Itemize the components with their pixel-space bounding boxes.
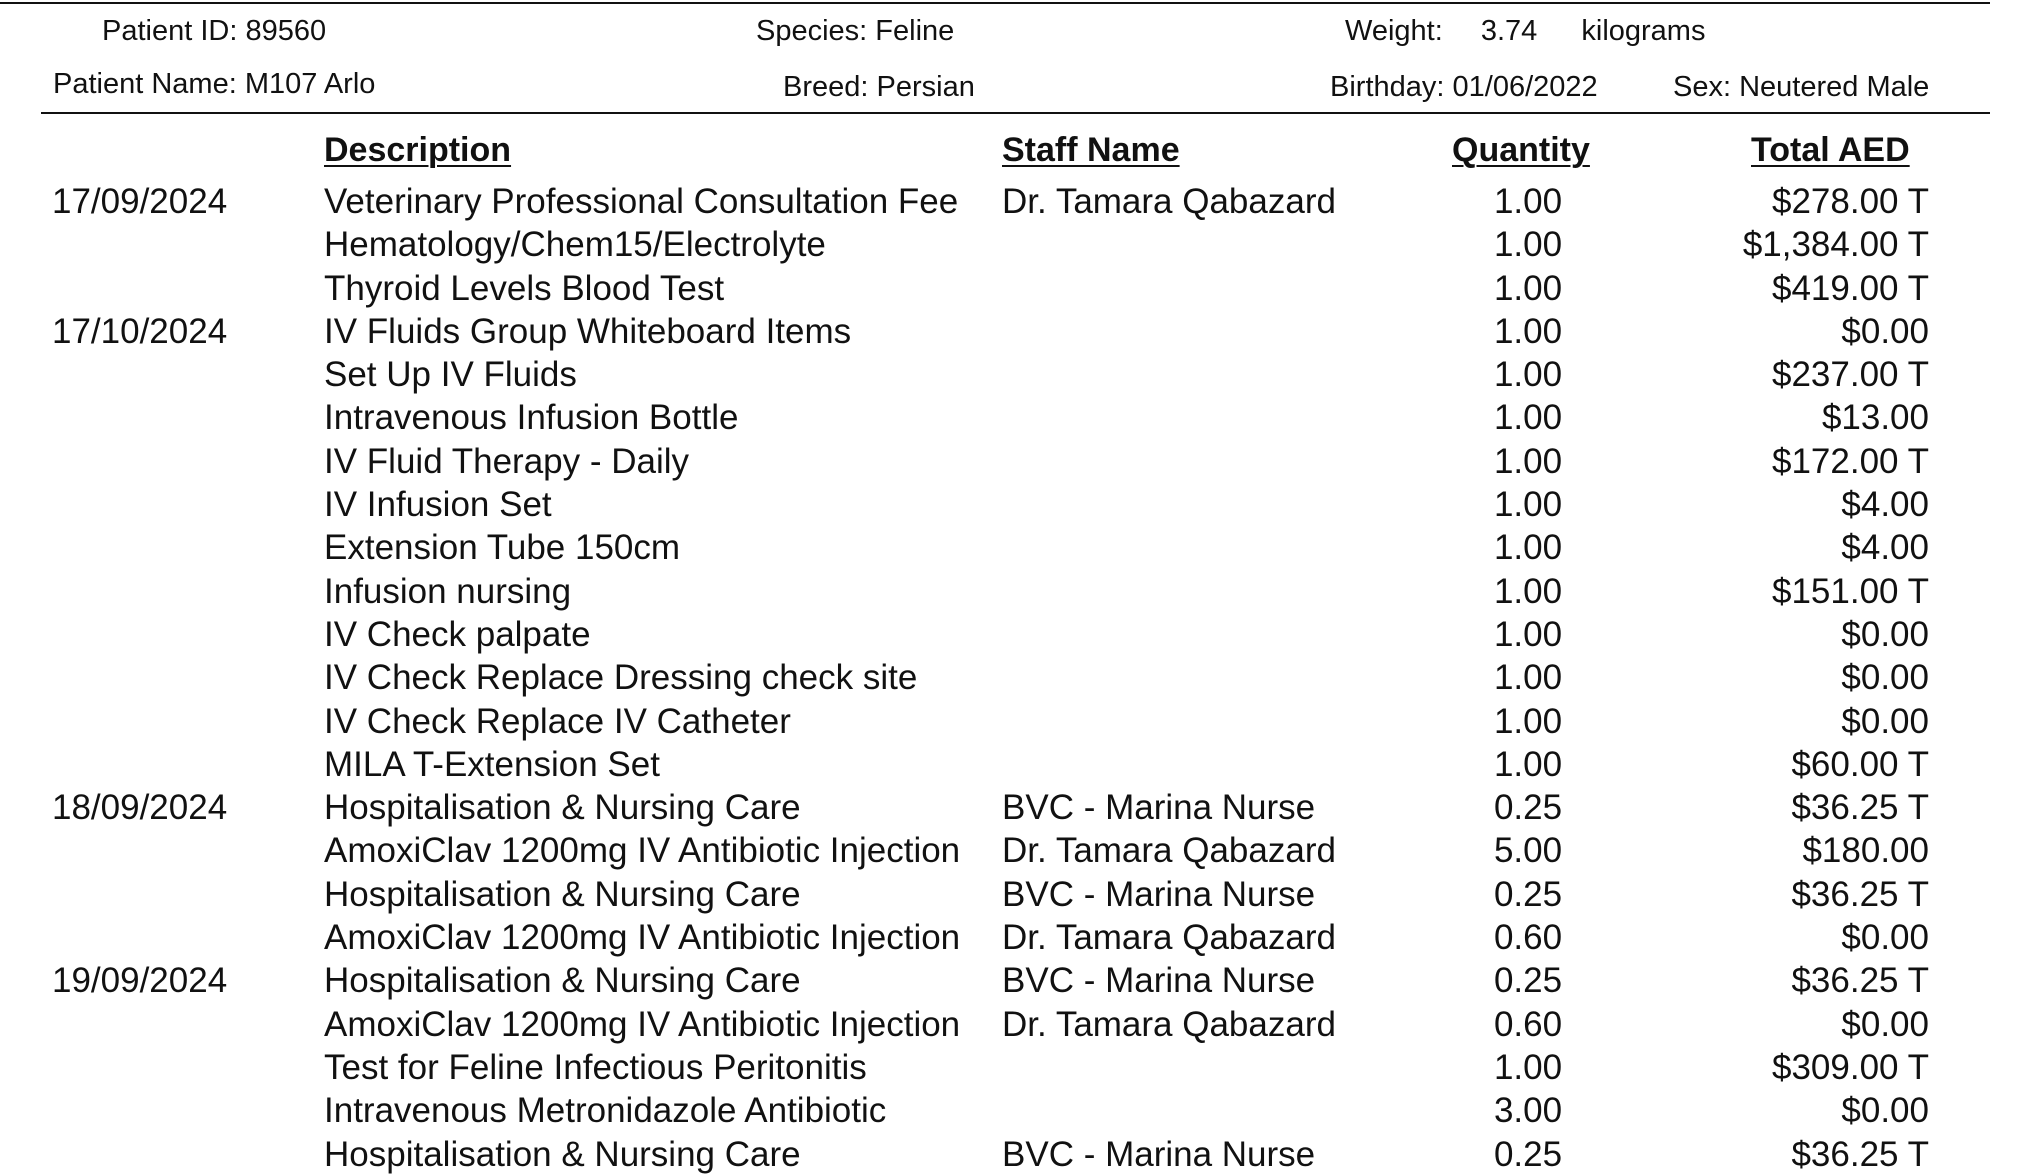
row-total: $172.00 T (1772, 441, 1929, 481)
patient-id (102, 14, 326, 48)
row-date: 17/09/2024 (52, 182, 228, 221)
row-total: $151.00 T (1772, 571, 1929, 611)
row-quantity: 1.00 (1493, 701, 1563, 741)
table-row (0, 570, 2024, 613)
row-description: Hospitalisation & Nursing Care (324, 874, 801, 914)
table-row (0, 873, 2024, 916)
row-total: $13.00 (1821, 398, 1929, 438)
row-total: $419.00 T (1772, 268, 1929, 308)
row-total: $4.00 (1841, 528, 1929, 568)
row-staff-name: BVC - Marina Nurse (1002, 1134, 1316, 1174)
table-row (0, 700, 2024, 743)
breed-value: Persian (876, 71, 975, 103)
row-date: 19/09/2024 (52, 961, 228, 1001)
table-row (0, 959, 2024, 1002)
patient-name (53, 67, 375, 101)
table-row (0, 180, 2024, 223)
species-value: Feline (875, 15, 955, 47)
row-quantity: 1.00 (1493, 311, 1563, 351)
row-quantity: 0.25 (1493, 874, 1563, 914)
table-row (0, 310, 2024, 353)
row-quantity: 1.00 (1493, 658, 1563, 698)
table-row (0, 613, 2024, 656)
table-row (0, 1133, 2024, 1176)
row-description: Set Up IV Fluids (324, 355, 577, 395)
row-total: $36.25 T (1791, 961, 1929, 1001)
table-row (0, 440, 2024, 483)
table-row (0, 526, 2024, 569)
row-total: $36.25 T (1791, 788, 1929, 828)
table-row (0, 1003, 2024, 1046)
weight-label: Weight: (1345, 15, 1443, 47)
row-description: Veterinary Professional Consultation Fee (324, 182, 959, 221)
row-total: $0.00 (1841, 614, 1929, 654)
row-quantity: 1.00 (1493, 182, 1563, 221)
table-row (0, 786, 2024, 829)
row-total: $4.00 (1841, 485, 1929, 525)
row-total: $0.00 (1841, 658, 1929, 698)
line-items (0, 180, 2024, 1176)
table-row (0, 916, 2024, 959)
weight-unit: kilograms (1581, 15, 1706, 47)
row-total: $237.00 T (1772, 355, 1929, 395)
birthday-value: 01/06/2022 (1452, 71, 1598, 103)
column-header-quantity: Quantity (1452, 131, 1590, 169)
row-description: IV Check Replace Dressing check site (324, 658, 918, 698)
row-description: Hospitalisation & Nursing Care (324, 788, 801, 828)
patient-species (756, 14, 954, 48)
row-staff-name: Dr. Tamara Qabazard (1002, 831, 1336, 871)
patient-name-value: M107 Arlo (244, 68, 376, 100)
row-quantity: 1.00 (1493, 225, 1563, 265)
row-quantity: 1.00 (1493, 571, 1563, 611)
patient-weight (1345, 14, 1705, 48)
row-description: Extension Tube 150cm (324, 528, 681, 568)
row-staff-name: Dr. Tamara Qabazard (1002, 1004, 1336, 1044)
row-description: Intravenous Infusion Bottle (324, 398, 739, 438)
row-total: $0.00 (1841, 1091, 1929, 1131)
row-description: Thyroid Levels Blood Test (324, 268, 725, 308)
row-quantity: 1.00 (1493, 268, 1563, 308)
weight-value: 3.74 (1480, 15, 1538, 47)
top-divider (0, 2, 1990, 4)
patient-id-label: Patient ID: (102, 15, 238, 47)
row-quantity: 1.00 (1493, 355, 1563, 395)
row-quantity: 0.60 (1493, 1004, 1563, 1044)
row-total: $36.25 T (1791, 874, 1929, 914)
column-header-description: Description (324, 131, 512, 169)
row-quantity: 3.00 (1493, 1091, 1563, 1131)
row-staff-name: Dr. Tamara Qabazard (1002, 918, 1336, 958)
row-date: 18/09/2024 (52, 788, 228, 828)
row-total: $1,384.00 T (1742, 225, 1929, 265)
table-row (0, 1046, 2024, 1089)
table-row (0, 1089, 2024, 1132)
row-description: Hospitalisation & Nursing Care (324, 961, 801, 1001)
row-total: $0.00 (1841, 1004, 1929, 1044)
patient-breed (783, 70, 975, 104)
row-quantity: 1.00 (1493, 1047, 1563, 1087)
column-header-total: Total AED (1751, 131, 1910, 169)
row-date: 17/10/2024 (52, 311, 228, 351)
row-description: IV Check Replace IV Catheter (324, 701, 791, 741)
row-description: Test for Feline Infectious Peritonitis (324, 1047, 867, 1087)
row-total: $309.00 T (1772, 1047, 1929, 1087)
sex-value: Neutered Male (1739, 71, 1930, 103)
row-description: Hematology/Chem15/Electrolyte (324, 225, 826, 265)
row-quantity: 1.00 (1493, 528, 1563, 568)
row-description: IV Fluid Therapy - Daily (324, 441, 690, 481)
row-quantity: 0.25 (1493, 1134, 1563, 1174)
patient-name-label: Patient Name: (53, 68, 237, 100)
row-staff-name: Dr. Tamara Qabazard (1002, 182, 1336, 221)
table-row (0, 267, 2024, 310)
row-total: $180.00 (1802, 831, 1929, 871)
species-label: Species: (756, 15, 868, 47)
birthday-label: Birthday: (1330, 71, 1445, 103)
table-row (0, 483, 2024, 526)
table-row (0, 743, 2024, 786)
column-header-staff: Staff Name (1002, 131, 1180, 169)
row-total: $36.25 T (1791, 1134, 1929, 1174)
row-description: IV Infusion Set (324, 485, 552, 525)
row-quantity: 1.00 (1493, 744, 1563, 784)
row-total: $0.00 (1841, 918, 1929, 958)
row-description: AmoxiClav 1200mg IV Antibiotic Injection (324, 831, 961, 871)
row-description: IV Fluids Group Whiteboard Items (324, 311, 852, 351)
table-row (0, 223, 2024, 266)
row-quantity: 0.25 (1493, 961, 1563, 1001)
table-row (0, 353, 2024, 396)
row-description: Intravenous Metronidazole Antibiotic (324, 1091, 887, 1131)
row-quantity: 5.00 (1493, 831, 1563, 871)
row-total: $278.00 T (1772, 182, 1929, 221)
patient-id-value: 89560 (245, 15, 327, 47)
row-quantity: 0.60 (1493, 918, 1563, 958)
table-row (0, 829, 2024, 872)
row-description: MILA T-Extension Set (324, 744, 660, 784)
row-quantity: 1.00 (1493, 485, 1563, 525)
patient-sex (1673, 70, 1929, 104)
row-quantity: 0.25 (1493, 788, 1563, 828)
row-description: AmoxiClav 1200mg IV Antibiotic Injection (324, 1004, 961, 1044)
row-staff-name: BVC - Marina Nurse (1002, 788, 1316, 828)
row-quantity: 1.00 (1493, 398, 1563, 438)
patient-birthday (1330, 70, 1598, 104)
breed-label: Breed: (783, 71, 869, 103)
table-row (0, 396, 2024, 439)
row-quantity: 1.00 (1493, 441, 1563, 481)
row-description: IV Check palpate (324, 614, 591, 654)
row-description: Infusion nursing (324, 571, 572, 611)
row-total: $0.00 (1841, 701, 1929, 741)
row-staff-name: BVC - Marina Nurse (1002, 874, 1316, 914)
row-quantity: 1.00 (1493, 614, 1563, 654)
row-description: Hospitalisation & Nursing Care (324, 1134, 801, 1174)
row-total: $0.00 (1841, 311, 1929, 351)
sex-label: Sex: (1673, 71, 1732, 103)
row-description: AmoxiClav 1200mg IV Antibiotic Injection (324, 918, 961, 958)
row-total: $60.00 T (1791, 744, 1929, 784)
table-row (0, 656, 2024, 699)
header-divider (41, 112, 1990, 114)
row-staff-name: BVC - Marina Nurse (1002, 961, 1316, 1001)
